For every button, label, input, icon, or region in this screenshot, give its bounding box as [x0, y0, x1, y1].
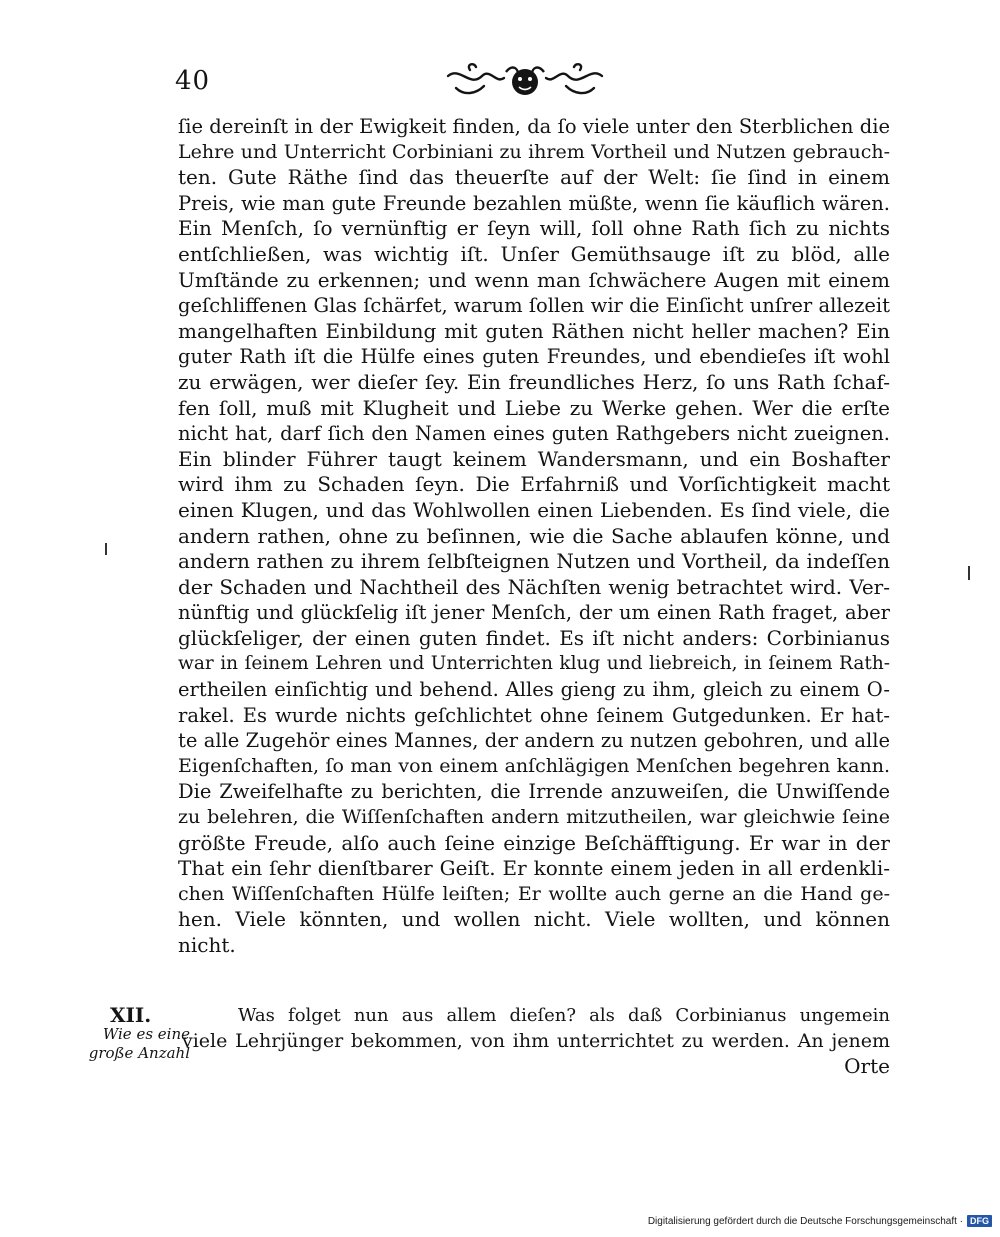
text-line: chen Wiſſenſchaften Hülfe leiſten; Er wollte auch gerne an die Hand ge- [178, 882, 890, 905]
section-text-line: Was folget nun aus allem dieſen? als daß Corbinianus ungemein [238, 1005, 890, 1026]
text-line: nicht. [178, 933, 236, 957]
text-line: nicht hat, darf ſich den Namen eines guten Rathgebers nicht zueignen. [178, 422, 890, 446]
catchword: Orte [844, 1054, 890, 1078]
text-line: guter Rath iſt die Hülfe eines guten Freundes, und ebendieſes iſt wohl [178, 345, 890, 369]
text-line: der Schaden und Nachtheil des Nächſten wenig betrachtet wird. Ver- [178, 574, 890, 599]
section-text-line: viele Lehrjünger bekommen, von ihm unterrichtet zu werden. An jenem [182, 1029, 890, 1052]
text-line: Ein Menſch, ſo vernünftig er ſeyn will, ſoll ohne Rath ſich zu nichts [178, 216, 890, 241]
text-line: Preis, wie man gute Freunde bezahlen müßte, wenn ſie käuflich wären. [178, 191, 890, 215]
text-line: te alle Zugehör eines Mannes, der andern zu nutzen gebohren, und alle [178, 729, 890, 753]
text-line: Eigenſchaften, ſo man von einem anſchlägigen Menſchen begehren kann. [178, 754, 890, 777]
text-line: Umſtände zu erkennen; und wenn man ſchwächere Augen mit einem [178, 267, 890, 292]
text-line: glückſeliger, der einen guten findet. Es iſt nicht anders: Corbinianus [178, 625, 890, 650]
text-line: ſie dereinſt in der Ewigkeit finden, da ſo viele unter den Sterblichen die [178, 115, 890, 138]
text-line: zu erwägen, wer dieſer ſey. Ein freundliches Herz, ſo uns Rath ſchaf- [178, 369, 890, 394]
text-line: einen Klugen, und das Wohlwollen einen Liebenden. Es ſind viele, die [178, 497, 890, 522]
text-line: fen ſoll, muß mit Klugheit und Liebe zu Werke gehen. Wer die erſte [178, 395, 890, 420]
text-line: ertheilen einſichtig und behend. Alles gieng zu ihm, gleich zu einem O- [178, 678, 890, 702]
text-line: geſchliffenen Glas ſchärfet, warum ſollen wir die Einſicht unſrer allezeit [178, 294, 890, 318]
text-line: ten. Gute Räthe ſind das theuerſte auf der Welt: ſie ſind in einem [178, 165, 890, 190]
edge-mark [105, 543, 107, 555]
baroque-vignette-ornament-icon [440, 58, 610, 106]
page-number: 40 [175, 66, 211, 96]
text-line: rakel. Es wurde nichts geſchlichtet ohne ſeinem Gutgedunken. Er hat- [178, 703, 890, 727]
text-line: größte Freude, alſo auch ſeine einzige Beſchäfftigung. Er war in der [178, 830, 890, 855]
main-text-block [178, 114, 890, 959]
text-line: zu belehren, die Wiſſenſchaften andern mitzutheilen, war gleichwie ſeine [178, 806, 890, 829]
marginal-note: Wie es eine große Anzahl [88, 1025, 190, 1062]
footer-credit [648, 1215, 992, 1227]
text-line: That ein ſehr dienſtbarer Geiſt. Er konnte einem jeden in all erdenkli- [178, 856, 890, 881]
dfg-logo: DFG [967, 1215, 992, 1227]
text-line: andern rathen zu ihrem ſelbſteignen Nutzen und Vortheil, da indeſſen [178, 549, 890, 574]
text-line: mangelhaften Einbildung mit guten Räthen nicht heller machen? Ein [178, 318, 890, 343]
text-line: hen. Viele könnten, und wollen nicht. Viele wollten, und können [178, 907, 890, 932]
text-line: Ein blinder Führer taugt keinem Wandersmann, und ein Boshafter [178, 446, 890, 471]
text-line: Lehre und Unterricht Corbiniani zu ihrem Vortheil und Nutzen gebrauch- [178, 140, 890, 163]
section-text [182, 1003, 890, 1054]
text-line: entſchließen, was wichtig iſt. Unſer Gemüthsauge iſt zu blöd, alle [178, 241, 890, 266]
text-line: wird ihm zu Schaden ſeyn. Die Erfahrniß und Vorſichtigkeit macht [178, 472, 890, 497]
edge-mark [968, 566, 970, 580]
text-line: andern rathen, ohne zu beſinnen, wie die Sache ablaufen könne, und [178, 523, 890, 548]
text-line: nünftig und glückſelig iſt jener Menſch, der um einen Rath fraget, aber [178, 601, 890, 625]
text-line: Die Zweifelhafte zu berichten, die Irrende anzuweiſen, die Unwiſſende [178, 780, 890, 804]
text-line: war in ſeinem Lehren und Unterrichten klug und liebreich, in ſeinem Rath- [178, 653, 890, 675]
section-number: XII. [110, 1003, 152, 1027]
footer-text: Digitalisierung gefördert durch die Deutsche Forschungsgemeinschaft · [647, 1215, 963, 1227]
